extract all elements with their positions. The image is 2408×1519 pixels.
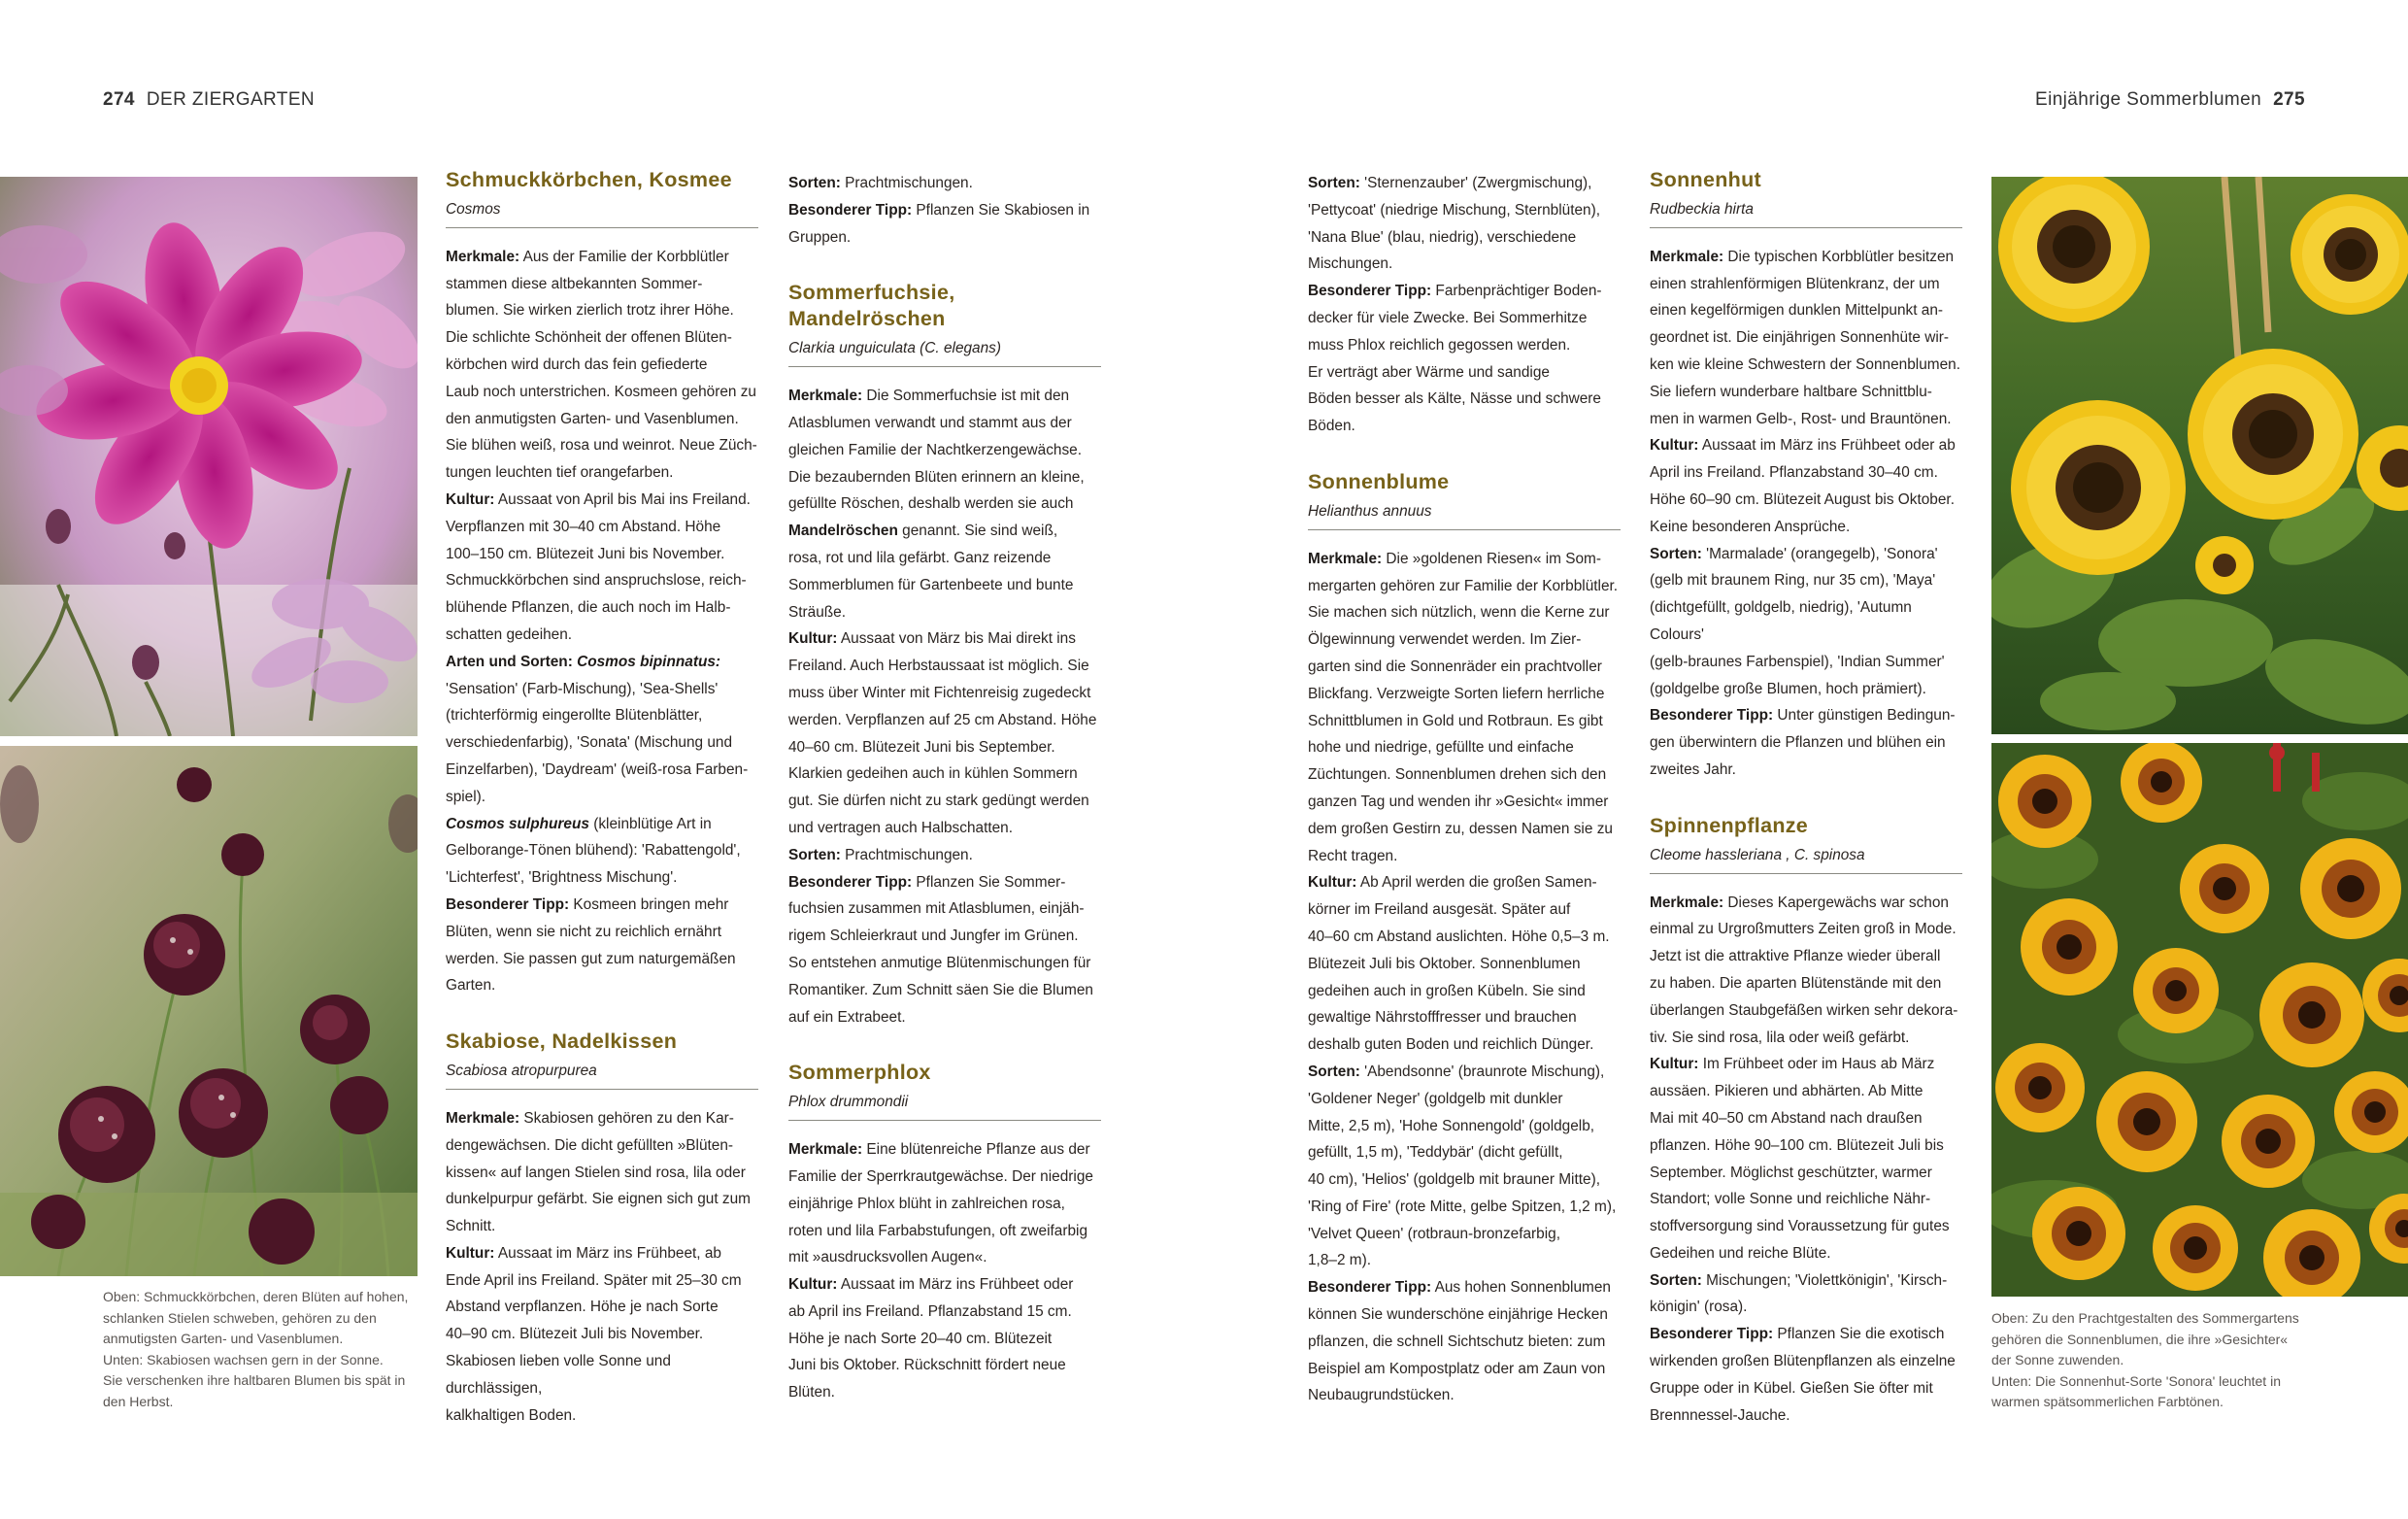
- text-line: Atlasblumen verwandt und stammt aus der: [788, 414, 1072, 431]
- text-line: (gelb-braunes Farbenspiel), 'Indian Summer': [1650, 653, 1945, 670]
- text-line: Gruppe oder in Kübel. Gießen Sie öfter mit: [1650, 1379, 1933, 1397]
- text-line: Recht tragen.: [1308, 847, 1398, 864]
- chapter-title: DER ZIERGARTEN: [146, 89, 316, 110]
- caption-line: den Herbst.: [103, 1393, 174, 1409]
- entry-latin-name: Cosmos: [446, 201, 501, 218]
- text-line: schatten gedeihen.: [446, 625, 573, 643]
- label: Cosmos sulphureus: [446, 815, 589, 832]
- label: Arten und Sorten:: [446, 653, 573, 670]
- text-line: Blickfang. Verzweigte Sorten liefern herrliche: [1308, 685, 1605, 702]
- entry-latin-name: Rudbeckia hirta: [1650, 201, 1754, 218]
- text-line: Merkmale: Die Sommerfuchsie ist mit den: [788, 388, 1070, 405]
- text-line: Schmuckkörbchen sind anspruchslose, reich-: [446, 572, 747, 590]
- text-line: werden. Sie passen gut zum naturgemäßen: [446, 950, 736, 967]
- text-line: Sorten: Mischungen; 'Violettkönigin', 'Kirsch-: [1650, 1271, 1948, 1289]
- label: Besonderer Tipp:: [1650, 1326, 1774, 1343]
- text-line: Besonderer Tipp: Unter günstigen Bedingun-: [1650, 707, 1956, 725]
- divider: [788, 366, 1101, 367]
- entry-title: Sommerphlox: [788, 1061, 931, 1085]
- text-line: königin' (rosa).: [1650, 1299, 1748, 1316]
- text-line: Besonderer Tipp: Farbenprächtiger Boden-: [1308, 283, 1602, 300]
- text-line: Blüten, wenn sie nicht zu reichlich ernährt: [446, 923, 722, 940]
- text-line: überlangen Staubgefäßen wirken sehr dekora-: [1650, 1001, 1958, 1019]
- text-line: Gelborange-Tönen blühend): 'Rabattengold',: [446, 842, 741, 860]
- right-caption: [1991, 1308, 2322, 1413]
- caption-line: gehören die Sonnenblumen, die ihre »Gesichter«: [1991, 1331, 2289, 1347]
- text-line: Sorten: 'Sternenzauber' (Zwergmischung),: [1308, 175, 1592, 191]
- text-line: gut. Sie dürfen nicht zu stark gedüngt werden: [788, 793, 1089, 810]
- text-line: Besonderer Tipp: Aus hohen Sonnenblumen: [1308, 1279, 1611, 1297]
- text-line: Sommerblumen für Gartenbeete und bunte: [788, 576, 1074, 593]
- text-line: pflanzen. Höhe 90–100 cm. Blütezeit Juli bis: [1650, 1136, 1944, 1154]
- entry-title: Sonnenblume: [1308, 469, 1450, 493]
- text-column-3: [1308, 170, 1621, 1409]
- label: Kultur:: [788, 1276, 838, 1294]
- text-line: körner im Freiland ausgesät. Später auf: [1308, 901, 1571, 919]
- text-line: Neubaugrundstücken.: [1308, 1387, 1455, 1404]
- text-line: Besonderer Tipp: Pflanzen Sie die exotisch: [1650, 1326, 1945, 1343]
- text-line: einmal zu Urgroßmutters Zeiten groß in Mode.: [1650, 921, 1956, 938]
- text-line: mergarten gehören zur Familie der Korbblütler.: [1308, 577, 1619, 594]
- label: Merkmale:: [1308, 550, 1383, 567]
- entry-spinnenpflanze: [1650, 813, 1962, 1430]
- sunflower-photo: [1991, 177, 2408, 734]
- label: Kultur:: [1650, 1056, 1699, 1073]
- text-column-2: [788, 170, 1101, 1406]
- running-head-left: [103, 89, 315, 111]
- text-line: Merkmale: Die »goldenen Riesen« im Som-: [1308, 550, 1601, 567]
- text-line: Böden.: [1308, 418, 1355, 435]
- text-line: So entstehen anmutige Blütenmischungen für: [788, 954, 1091, 971]
- label: Kultur:: [788, 630, 838, 648]
- text-line: 1,8–2 m).: [1308, 1252, 1372, 1269]
- text-line: auf ein Extrabeet.: [788, 1008, 906, 1026]
- text-line: Höhe 60–90 cm. Blütezeit August bis Oktober.: [1650, 490, 1955, 508]
- label: Merkmale:: [788, 1141, 863, 1159]
- text-line: Mischungen.: [1308, 255, 1393, 273]
- text-column-1: [446, 167, 758, 1429]
- text-line: decker für viele Zwecke. Bei Sommerhitze: [1308, 309, 1588, 326]
- text-line: Gruppen.: [788, 228, 852, 246]
- text-line: Ölgewinnung verwendet werden. Im Zier-: [1308, 631, 1582, 649]
- section-title: Einjährige Sommerblumen: [2035, 89, 2262, 110]
- text-line: Juni bis Oktober. Rückschnitt fördert neue: [788, 1357, 1066, 1374]
- entry-sonnenhut: [1650, 167, 1962, 784]
- text-line: Skabiosen lieben volle Sonne und durchlässigen,: [446, 1353, 671, 1397]
- entry-sonnenblume: [1308, 469, 1621, 1409]
- text-line: aussäen. Pikieren und abhärten. Ab Mitte: [1650, 1083, 1923, 1100]
- entry-phlox-continued: [1308, 170, 1621, 440]
- text-line: Romantiker. Zum Schnitt säen Sie die Blumen: [788, 981, 1093, 998]
- entry-title: Spinnenpflanze: [1650, 813, 1809, 837]
- text-line: ken wie kleine Schwestern der Sonnenblumen.: [1650, 355, 1960, 373]
- text-line: Mitte, 2,5 m), 'Hohe Sonnengold' (goldgelb,: [1308, 1117, 1595, 1134]
- text-line: Kultur: Aussaat im März ins Frühbeet, ab: [446, 1244, 721, 1262]
- entry-title: Schmuckkörbchen, Kosmee: [446, 168, 732, 191]
- text-line: Kultur: Aussaat im März ins Frühbeet oder ab: [1650, 437, 1956, 455]
- label: Sorten:: [1308, 175, 1360, 191]
- text-line: 'Nana Blue' (blau, niedrig), verschiedene: [1308, 228, 1577, 246]
- text-line: Besonderer Tipp: Kosmeen bringen mehr: [446, 895, 729, 913]
- page-number-left: 274: [103, 89, 135, 110]
- text-line: Kultur: Aussaat von April bis Mai ins Freiland.: [446, 490, 751, 508]
- caption-line: Unten: Die Sonnenhut-Sorte 'Sonora' leuchtet in: [1991, 1372, 2281, 1389]
- divider: [1308, 529, 1621, 530]
- text-line: Keine besonderen Ansprüche.: [1650, 518, 1851, 535]
- text-line: Kultur: Aussaat von März bis Mai direkt ins: [788, 630, 1076, 648]
- label: Kultur:: [1308, 874, 1357, 892]
- caption-line: anmutigsten Garten- und Vasenblumen.: [103, 1331, 344, 1346]
- text-column-4: [1650, 167, 1962, 1429]
- cosmos-photo: [0, 177, 418, 736]
- text-line: Ende April ins Freiland. Später mit 25–30 cm: [446, 1271, 742, 1289]
- text-line: pflanzen, die schnell Sichtschutz bieten: zum: [1308, 1333, 1606, 1350]
- text-line: Freiland. Auch Herbstaussaat ist möglich. Sie: [788, 658, 1089, 675]
- entry-sommerphlox: [788, 1060, 1101, 1406]
- text-line: gleichen Familie der Nachtkerzengewächse.: [788, 441, 1082, 458]
- label: Besonderer Tipp:: [1650, 707, 1774, 725]
- text-line: Schnitt.: [446, 1218, 496, 1235]
- text-line: Mandelröschen genannt. Sie sind weiß,: [788, 523, 1058, 540]
- caption-line: Sie verschenken ihre haltbaren Blumen bis spät in: [103, 1372, 406, 1388]
- label: Kultur:: [1650, 437, 1699, 455]
- text-line: 'Lichterfest', 'Brightness Mischung'.: [446, 869, 678, 887]
- text-line: ab April ins Freiland. Pflanzabstand 15 cm.: [788, 1302, 1072, 1320]
- entry-latin-name: Scabiosa atropurpurea: [446, 1063, 597, 1080]
- text-line: Blütezeit Juli bis Oktober. Sonnenblumen: [1308, 955, 1581, 972]
- text-line: roten und lila Farbabstufungen, oft zweifarbig: [788, 1222, 1088, 1239]
- text-line: dengewächsen. Die dicht gefüllten »Blüten-: [446, 1136, 734, 1154]
- text-line: gedeihen auch in großen Kübeln. Sie sind: [1308, 982, 1586, 999]
- text-line: einen strahlenförmigen Blütenkranz, der um: [1650, 275, 1940, 292]
- caption-line: Oben: Zu den Prachtgestalten des Sommergartens: [1991, 1310, 2299, 1326]
- text-line: geordnet ist. Die einjährigen Sonnenhüte wir-: [1650, 329, 1950, 347]
- text-line: 40–90 cm. Blütezeit Juli bis November.: [446, 1326, 704, 1343]
- text-line: mit »ausdrucksvollen Augen«.: [788, 1249, 987, 1266]
- page-number-right: 275: [2273, 89, 2305, 110]
- text-line: Sie machen sich nützlich, wenn die Kerne zur: [1308, 604, 1610, 622]
- entry-skabiose: [446, 1029, 758, 1429]
- text-line: verschiedenfarbig), 'Sonata' (Mischung und: [446, 734, 733, 752]
- text-line: 40–60 cm Abstand auslichten. Höhe 0,5–3 m.: [1308, 928, 1610, 945]
- text-line: ganzen Tag und wenden ihr »Gesicht« immer: [1308, 793, 1609, 810]
- caption-line: Unten: Skabiosen wachsen gern in der Sonne.: [103, 1351, 384, 1367]
- text-line: Sorten: 'Abendsonne' (braunrote Mischung),: [1308, 1063, 1605, 1080]
- text-line: gen überwintern die Pflanzen und blühen ein: [1650, 734, 1946, 752]
- text-line: 'Sensation' (Farb-Mischung), 'Sea-Shells': [446, 680, 719, 697]
- label: Merkmale:: [446, 1109, 520, 1127]
- entry-kosmee: [446, 167, 758, 999]
- text-line: (goldgelbe große Blumen, hoch prämiert).: [1650, 680, 1926, 697]
- divider: [446, 1089, 758, 1090]
- label: Merkmale:: [1650, 248, 1724, 265]
- caption-line: Oben: Schmuckkörbchen, deren Blüten auf hohen,: [103, 1289, 409, 1304]
- text-line: gefüllt, 1,5 m), 'Teddybär' (dicht gefüllt,: [1308, 1144, 1563, 1162]
- text-line: wirkenden großen Blütenpflanzen als einzelne: [1650, 1353, 1956, 1370]
- text-line: Merkmale: Aus der Familie der Korbblütler: [446, 248, 729, 265]
- entry-title: Sonnenhut: [1650, 168, 1761, 191]
- text-line: Sträuße.: [788, 603, 847, 621]
- text-line: Einzelfarben), 'Daydream' (weiß-rosa Farben-: [446, 760, 749, 778]
- text-line: Böden besser als Kälte, Nässe und schwere: [1308, 390, 1601, 408]
- label: Sorten:: [1308, 1063, 1360, 1080]
- text-line: blühende Pflanzen, die auch noch im Halb-: [446, 599, 731, 617]
- text-line: Verpflanzen mit 30–40 cm Abstand. Höhe: [446, 518, 721, 535]
- text-line: gefüllte Röschen, deshalb werden sie auch: [788, 495, 1074, 513]
- text-line: (dichtgefüllt, goldgelb, niedrig), 'Autumn Colours': [1650, 599, 1912, 643]
- entry-sommerfuchsie: [788, 280, 1101, 1030]
- label: Merkmale:: [446, 248, 520, 265]
- text-line: Sorten: Prachtmischungen.: [788, 846, 973, 863]
- text-line: Sorten: Prachtmischungen.: [788, 175, 973, 191]
- text-line: zu haben. Die aparten Blütenstände mit den: [1650, 974, 1942, 992]
- entry-latin-name: Helianthus annuus: [1308, 502, 1432, 520]
- text-line: körbchen wird durch das fein gefiederte: [446, 355, 708, 373]
- text-line: 40 cm), 'Helios' (goldgelb mit brauner Mitte),: [1308, 1171, 1600, 1189]
- divider: [1650, 873, 1962, 874]
- label: Besonderer Tipp:: [788, 873, 913, 891]
- text-line: deshalb guten Boden und reichlich Dünger.: [1308, 1036, 1594, 1054]
- text-line: Gedeihen und reiche Blüte.: [1650, 1244, 1831, 1262]
- text-line: 'Velvet Queen' (rotbraun-bronzefarbig,: [1308, 1225, 1560, 1242]
- text-line: muss über Winter mit Fichtenreisig zugedeckt: [788, 684, 1091, 701]
- text-line: Beispiel am Kompostplatz oder am Zaun von: [1308, 1360, 1606, 1377]
- divider: [1650, 227, 1962, 228]
- text-line: Cosmos sulphureus (kleinblütige Art in: [446, 815, 712, 832]
- label: Sorten:: [1650, 545, 1702, 562]
- text-line: 'Ring of Fire' (rote Mitte, gelbe Spitzen, 1,2 m),: [1308, 1198, 1617, 1215]
- entry-title: Sommerfuchsie, Mandelröschen: [788, 281, 955, 331]
- text-line: 100–150 cm. Blütezeit Juni bis November.: [446, 545, 725, 562]
- running-head-right: [2035, 89, 2305, 111]
- label: Besonderer Tipp:: [1308, 1279, 1432, 1297]
- text-line: gewaltige Nährstofffresser und brauchen: [1308, 1009, 1577, 1027]
- label: Besonderer Tipp:: [446, 895, 570, 913]
- text-line: (gelb mit braunem Ring, nur 35 cm), 'Maya': [1650, 572, 1936, 590]
- label: Besonderer Tipp:: [788, 201, 913, 219]
- text-line: 40–60 cm. Blütezeit Juni bis September.: [788, 738, 1055, 756]
- entry-latin-name: Clarkia unguiculata (C. elegans): [788, 340, 1002, 357]
- text-line: Er verträgt aber Wärme und sandige: [1308, 363, 1550, 381]
- text-line: werden. Verpflanzen auf 25 cm Abstand. Höhe: [788, 711, 1097, 728]
- text-line: Kultur: Im Frühbeet oder im Haus ab März: [1650, 1056, 1935, 1073]
- label: Sorten:: [788, 175, 841, 191]
- text-line: Laub noch unterstrichen. Kosmeen gehören zu: [446, 383, 756, 400]
- text-line: blumen. Sie wirken zierlich trotz ihrer Höhe.: [446, 302, 734, 320]
- text-line: spiel).: [446, 788, 486, 805]
- text-line: men in warmen Gelb-, Rost- und Brauntönen.: [1650, 410, 1952, 427]
- text-line: Höhe je nach Sorte 20–40 cm. Blütezeit: [788, 1330, 1053, 1347]
- text-line: Familie der Sperrkrautgewächse. Der niedrige: [788, 1167, 1093, 1185]
- text-line: dem großen Gestirn zu, dessen Namen sie zu: [1308, 820, 1613, 837]
- label: Mandelröschen: [788, 523, 898, 540]
- text-line: stammen diese altbekannten Sommer-: [446, 275, 703, 292]
- text-line: einen kegelförmigen dunklen Mittelpunkt an-: [1650, 302, 1944, 320]
- text-line: tiv. Sie sind rosa, lila oder weiß gefärbt.: [1650, 1029, 1910, 1046]
- label: Besonderer Tipp:: [1308, 283, 1432, 300]
- text-line: muss Phlox reichlich gegossen werden.: [1308, 336, 1571, 354]
- text-line: Standort; volle Sonne und reichliche Nähr-: [1650, 1191, 1931, 1208]
- text-line: Brennnessel-Jauche.: [1650, 1406, 1790, 1424]
- divider: [446, 227, 758, 228]
- text-line: einjährige Phlox blüht in zahlreichen rosa,: [788, 1195, 1065, 1212]
- text-line: Kultur: Ab April werden die großen Samen-: [1308, 874, 1597, 892]
- text-line: dunkelpurpur gefärbt. Sie eignen sich gut zum: [446, 1191, 751, 1208]
- text-line: Sie liefern wunderbare haltbare Schnittblu-: [1650, 383, 1932, 400]
- text-line: Züchtungen. Sonnenblumen drehen sich den: [1308, 766, 1607, 784]
- scabiosa-photo: [0, 746, 418, 1276]
- text-line: können Sie wunderschöne einjährige Hecken: [1308, 1306, 1608, 1324]
- text-line: Jetzt ist die attraktive Pflanze wieder überall: [1650, 948, 1941, 965]
- text-line: Klarkien gedeihen auch in kühlen Sommern: [788, 765, 1078, 783]
- caption-line: schlanken Stielen schweben, gehören zu den: [103, 1309, 377, 1326]
- entry-latin-name: Phlox drummondii: [788, 1094, 909, 1111]
- entry-title: Skabiose, Nadelkissen: [446, 1030, 678, 1054]
- text-line: hohe und niedrige, gefüllte und einfache: [1308, 739, 1574, 757]
- text-line: Merkmale: Skabiosen gehören zu den Kar-: [446, 1109, 734, 1127]
- entry-latin-name: Cleome hassleriana , C. spinosa: [1650, 846, 1865, 863]
- text-line: Besonderer Tipp: Pflanzen Sie Skabiosen in: [788, 201, 1090, 219]
- entry-skabiose-continued: [788, 170, 1101, 251]
- text-line: den anmutigsten Garten- und Vasenblumen.: [446, 410, 739, 427]
- text-line: Merkmale: Dieses Kapergewächs war schon: [1650, 894, 1949, 911]
- text-line: kalkhaltigen Boden.: [446, 1406, 577, 1424]
- label: Kultur:: [446, 1244, 495, 1262]
- text-line: September. Möglichst geschützter, warmer: [1650, 1164, 1932, 1181]
- text-line: Merkmale: Eine blütenreiche Pflanze aus der: [788, 1141, 1090, 1159]
- text-line: Die schlichte Schönheit der offenen Blüten-: [446, 329, 732, 347]
- text-line: Merkmale: Die typischen Korbblütler besitzen: [1650, 248, 1955, 265]
- caption-line: warmen spätsommerlichen Farbtönen.: [1991, 1394, 2224, 1409]
- text-line: Schnittblumen in Gold und Rotbraun. Es gibt: [1308, 712, 1603, 729]
- text-line: Mai mit 40–50 cm Abstand nach draußen: [1650, 1109, 1923, 1127]
- label: Sorten:: [788, 846, 841, 863]
- label: Merkmale:: [1650, 894, 1724, 911]
- text-line: April ins Freiland. Pflanzabstand 30–40 cm.: [1650, 464, 1938, 482]
- label: Sorten:: [1650, 1271, 1702, 1289]
- text-line: Sie blühen weiß, rosa und weinrot. Neue Züch-: [446, 437, 757, 455]
- text-line: 'Pettycoat' (niedrige Mischung, Sternblüten),: [1308, 201, 1601, 219]
- text-line: Abstand verpflanzen. Höhe je nach Sorte: [446, 1299, 719, 1316]
- text-line: Besonderer Tipp: Pflanzen Sie Sommer-: [788, 873, 1066, 891]
- caption-line: der Sonne zuwenden.: [1991, 1352, 2124, 1367]
- text-line: Die bezaubernden Blüten erinnern an kleine,: [788, 468, 1085, 486]
- text-line: fuchsien zusammen mit Atlasblumen, einjäh-: [788, 900, 1085, 918]
- text-line: stoffversorgung sind Voraussetzung für gutes: [1650, 1218, 1950, 1235]
- text-line: Arten und Sorten: Cosmos bipinnatus:: [446, 653, 721, 670]
- text-line: Garten.: [446, 977, 496, 995]
- divider: [788, 1120, 1101, 1121]
- text-line: und vertragen auch Halbschatten.: [788, 819, 1014, 836]
- text-line: Blüten.: [788, 1384, 835, 1401]
- text-line: tungen leuchten tief orangefarben.: [446, 464, 674, 482]
- left-caption: [103, 1287, 414, 1412]
- text-line: 'Goldener Neger' (goldgelb mit dunkler: [1308, 1090, 1563, 1107]
- label: Kultur:: [446, 490, 495, 508]
- text-line: Sorten: 'Marmalade' (orangegelb), 'Sonora': [1650, 545, 1938, 562]
- text-line: Kultur: Aussaat im März ins Frühbeet oder: [788, 1276, 1074, 1294]
- text-line: garten sind die Sonnenräder ein prachtvoller: [1308, 658, 1602, 675]
- text-line: rosa, rot und lila gefärbt. Ganz reizende: [788, 549, 1052, 566]
- rudbeckia-photo: [1991, 743, 2408, 1297]
- label: Merkmale:: [788, 388, 863, 405]
- text-line: (trichterförmig eingerollte Blütenblätter,: [446, 707, 703, 725]
- text-line: rigem Schleierkraut und Jungfer im Grünen.: [788, 928, 1079, 945]
- text-line: zweites Jahr.: [1650, 760, 1736, 778]
- text-line: kissen« auf langen Stielen sind rosa, lila oder: [446, 1164, 746, 1181]
